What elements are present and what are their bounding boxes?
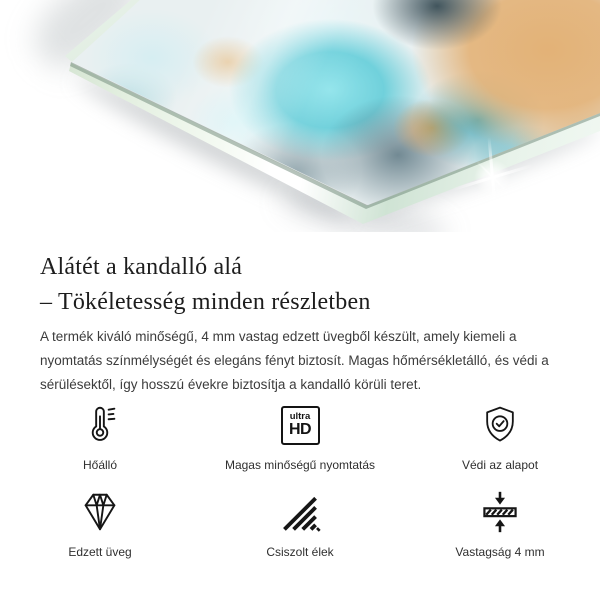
feature-ultra-hd-print: [200, 402, 400, 472]
feature-label: Edzett üveg: [68, 545, 132, 559]
thermometer-icon: [77, 402, 123, 448]
feature-label: Magas minőségű nyomtatás: [224, 458, 376, 472]
product-description: A termék kiváló minőségű, 4 mm vastag edzett üvegből készült, amely kiemeli a nyomtatás színmélységét és elegáns fényt biztosít. Magas hőmérsékletálló, és védi a sérülésektől, így hosszú évekre biztosítja a kandalló körüli teret.: [40, 328, 549, 392]
product-photo: [0, 0, 600, 232]
compression-icon: [478, 489, 522, 535]
ultra-hd-badge-top: ultra: [289, 411, 311, 422]
shield-check-icon: [478, 402, 522, 448]
ultra-hd-badge-bottom: HD: [288, 421, 312, 438]
feature-label: Védi az alapot: [461, 458, 539, 472]
page-title: [40, 250, 560, 320]
feature-label: Hőálló: [82, 458, 118, 472]
feature-label: Vastagság 4 mm: [455, 545, 545, 559]
feature-polished-edges: [200, 489, 400, 559]
polished-edges-icon: [278, 489, 322, 535]
page-title-line1: Alátét a kandalló alá: [40, 254, 243, 281]
ultra-hd-icon: [281, 402, 320, 448]
feature-thickness: [400, 489, 600, 559]
feature-tempered-glass: [0, 489, 200, 559]
feature-heat-resistant: [0, 402, 200, 472]
page-title-line2: – Tökéletesség minden részletben: [40, 289, 371, 316]
feature-grid: [0, 402, 600, 559]
feature-protects-base: [400, 402, 600, 472]
diamond-icon: [77, 489, 123, 535]
feature-label: Csiszolt élek: [266, 545, 334, 559]
